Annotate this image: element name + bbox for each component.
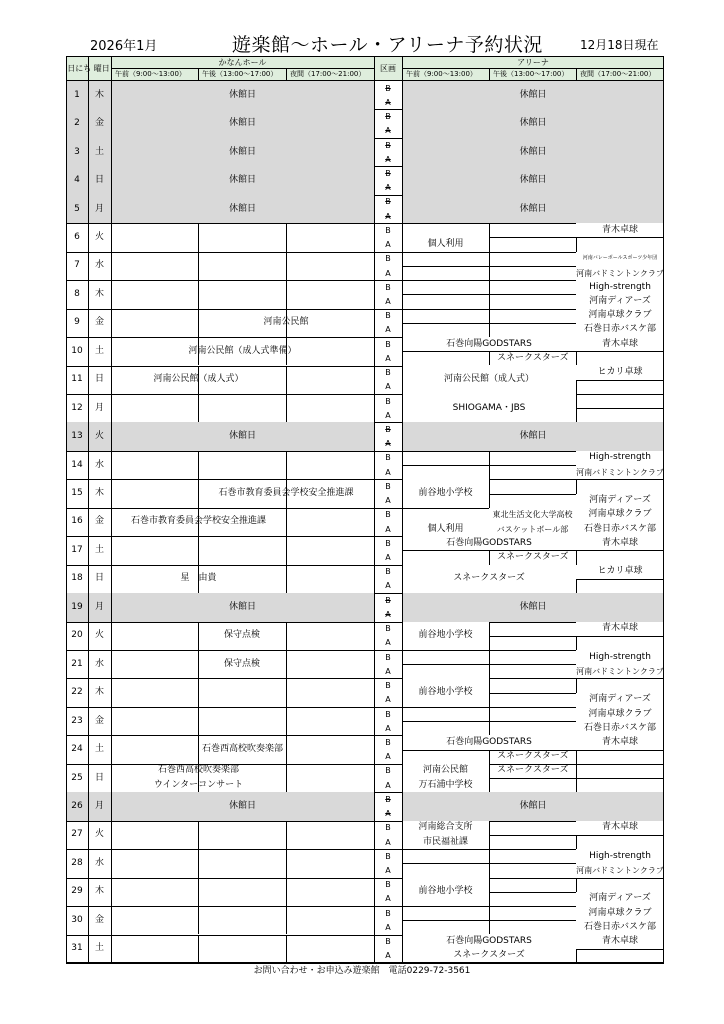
arena-booking: 石巻向陽GODSTARS [402,735,576,749]
grid-line [111,57,112,80]
arena-booking: High-strength [576,650,664,664]
day-number: 4 [66,166,88,194]
weekday-label: 日 [88,166,111,194]
weekday-label: 金 [94,317,104,328]
weekday-label: 月 [88,195,111,223]
header-hall: かなんホール [218,58,267,67]
section-b-label: B [385,624,391,634]
weekday-label: 土 [88,138,111,166]
arena-closed-label: 休館日 [402,81,664,109]
arena-booking: 河南バドミントンクラブ [576,465,664,479]
section-b-label: B [385,880,391,890]
section-b-label: B [385,396,391,406]
section-b-label: B [385,225,391,235]
weekday-label: 日 [94,573,104,584]
grid-line [88,80,89,963]
hall-booking: 石巻西高校吹奏楽部 [157,765,239,776]
arena-booking: 前谷地小学校 [402,678,489,706]
hall-booking: 石巻西高校吹奏楽部 [201,744,283,755]
day-number: 19 [66,593,88,621]
hall-closed-label: 休館日 [111,195,374,223]
day-number: 24 [71,744,83,755]
grid-line [198,280,199,308]
arena-closed-label: 休館日 [402,109,664,137]
day-number: 17 [71,544,83,555]
hall-booking: 河南公民館（成人式準備） [188,345,297,356]
section-b-label: B [385,937,391,947]
section-b-label: B [385,510,391,520]
section-b-label: B [385,425,391,434]
section-a-label: A [385,467,391,477]
grid-line [286,565,287,593]
arena-booking: 河南ディアーズ [576,693,664,707]
header-arena-night: 夜間（17:00～21:00） [580,69,656,78]
arena-booking: 石巻日赤バスケ部 [576,522,664,536]
section-b-label: B [385,282,391,292]
section-b-label: B [385,908,391,918]
grid-line [286,451,287,479]
section-b-label: B [385,339,391,349]
header-day-weekday: 日にち 曜日 [67,64,110,73]
weekday-label: 土 [94,744,104,755]
section-a-label: A [385,296,391,306]
section-a-label: A [385,581,391,591]
weekday-label: 月 [88,792,111,820]
arena-closed-label: 休館日 [402,422,664,450]
weekday-label: 金 [88,109,111,137]
weekday-label: 月 [88,593,111,621]
section-a-label: A [385,183,391,193]
weekday-label: 木 [94,288,104,299]
grid-line [286,707,287,735]
grid-line [66,650,664,651]
header-hall-am: 午前（9:00～13:00） [115,69,186,78]
day-number: 14 [71,459,83,470]
grid-line [198,707,199,735]
arena-booking: スネークスターズ [402,949,576,963]
day-number: 12 [71,402,83,413]
weekday-label: 木 [94,886,104,897]
weekday-label: 日 [94,374,104,385]
weekday-label: 木 [94,488,104,499]
section-b-label: B [385,766,391,776]
grid-line [66,280,664,281]
section-a-label: A [385,268,391,278]
weekday-label: 木 [88,81,111,109]
section-a-label: A [385,97,391,107]
arena-booking: 河南卓球クラブ [576,508,664,522]
grid-line [286,849,287,877]
arena-booking: 河南ディアーズ [576,494,664,508]
section-a-label: A [385,865,391,875]
section-b-label: B [385,83,391,93]
grid-line [88,57,89,80]
arena-booking: 石巻向陽GODSTARS [402,935,576,949]
day-number: 9 [74,317,80,328]
section-b-label: B [385,197,391,207]
grid-line [489,68,490,80]
grid-line [198,678,199,706]
header-arena-am: 午前（9:00～13:00） [406,69,477,78]
grid-line [66,821,664,822]
weekday-label: 金 [94,914,104,925]
arena-booking: 河南総合支所 [402,821,489,835]
arena-booking: 河南ディアーズ [576,892,664,906]
arena-booking: バスケットボール部 [489,522,576,536]
section-a-label: A [385,609,391,619]
section-a-label: A [385,439,391,449]
section-a-label: A [385,666,391,676]
grid-line [66,678,664,679]
arena-booking: High-strength [576,849,664,863]
grid-line [111,80,112,963]
arena-booking: High-strength [576,280,664,294]
section-a-label: A [385,410,391,420]
arena-booking: 河南バドミントンクラブ [576,266,664,280]
weekday-label: 水 [94,459,104,470]
arena-booking: 前谷地小学校 [402,878,489,906]
section-a-label: A [385,325,391,335]
arena-booking: 青木卓球 [576,622,664,636]
day-number: 8 [74,288,80,299]
weekday-label: 金 [94,715,104,726]
day-number: 31 [71,943,83,954]
grid-line [286,678,287,706]
header-section: 区画 [380,64,396,73]
day-number: 13 [66,422,88,450]
grid-line [66,223,664,224]
weekday-label: 土 [94,345,104,356]
section-a-label: A [385,496,391,506]
grid-line [286,394,287,422]
day-number: 3 [66,138,88,166]
hall-closed-label: 休館日 [111,109,374,137]
grid-line [374,57,375,80]
grid-line [402,57,403,80]
section-b-label: B [385,368,391,378]
arena-closed-label: 休館日 [402,792,664,820]
section-a-label: A [385,382,391,392]
day-number: 21 [71,658,83,669]
arena-booking: 市民福祉課 [402,835,489,849]
weekday-label: 土 [94,544,104,555]
day-number: 26 [66,792,88,820]
grid-line [198,878,199,906]
section-a-label: A [385,695,391,705]
weekday-label: 火 [94,231,104,242]
arena-booking: 石巻向陽GODSTARS [402,337,576,351]
arena-booking: 東北生活文化大学高校 [489,508,576,522]
hall-booking: 河南公民館（成人式） [153,374,244,385]
arena-booking: ヒカリ卓球 [576,366,664,380]
section-b-label: B [385,538,391,548]
weekday-label: 水 [94,857,104,868]
section-a-label: A [385,894,391,904]
grid-line [402,80,403,963]
header-arena: アリーナ [517,58,549,67]
arena-booking: 河南卓球クラブ [576,906,664,920]
hall-booking: 河南公民館 [263,317,309,328]
arena-booking: 青木卓球 [576,821,664,835]
section-b-label: B [385,652,391,662]
day-number: 28 [71,857,83,868]
arena-booking: 個人利用 [402,237,489,251]
grid-line [286,366,287,394]
day-number: 20 [71,630,83,641]
section-a-label: A [385,837,391,847]
weekday-label: 木 [94,687,104,698]
day-number: 29 [71,886,83,897]
arena-booking: 前谷地小学校 [402,622,489,650]
grid-line [286,223,287,251]
arena-booking: 石巻日赤バスケ部 [576,323,664,337]
day-number: 27 [71,829,83,840]
arena-booking: 個人利用 [402,522,489,536]
grid-line [198,394,199,422]
weekday-label: 水 [94,658,104,669]
hall-booking: 保守点検 [223,630,260,641]
grid-line [198,935,199,963]
day-number: 2 [66,109,88,137]
grid-line [286,764,287,792]
section-b-label: B [385,567,391,577]
section-b-label: B [385,254,391,264]
arena-booking: 万石浦中学校 [402,778,489,792]
grid-line [286,906,287,934]
section-a-label: A [385,126,391,136]
weekday-label: 火 [94,630,104,641]
section-a-label: A [385,240,391,250]
arena-closed-label: 休館日 [402,138,664,166]
section-b-label: B [385,453,391,463]
grid-line [66,849,664,850]
section-a-label: A [385,353,391,363]
grid-line [111,68,374,69]
grid-line [198,451,199,479]
grid-line [576,68,577,80]
section-a-label: A [385,211,391,221]
hall-booking: 石巻市教育委員会学校安全推進課 [218,488,354,499]
arena-booking: 石巻日赤バスケ部 [576,920,664,934]
section-a-label: A [385,951,391,961]
day-number: 5 [66,195,88,223]
grid-line [66,906,664,907]
as-of-date: 12月18日現在 [580,38,659,52]
header-hall-night: 夜間（17:00～21:00） [290,69,366,78]
section-a-label: A [385,524,391,534]
grid-line [66,252,664,253]
arena-booking: スネークスターズ [497,352,569,363]
grid-line [286,622,287,650]
month-label: 2026年1月 [90,39,158,54]
arena-booking: High-strength [576,451,664,465]
section-a-label: A [385,723,391,733]
weekday-label: 火 [94,829,104,840]
weekday-label: 土 [94,943,104,954]
grid-line [286,280,287,308]
day-number: 6 [74,231,80,242]
weekday-label: 月 [94,402,104,413]
grid-line [198,906,199,934]
hall-booking: ウインターコンサート [153,779,244,790]
day-number: 30 [71,914,83,925]
arena-booking: 河南公民館 [402,764,489,778]
arena-booking: 河南公民館（成人式） [402,366,576,394]
day-number: 10 [71,345,83,356]
grid-line [402,68,664,69]
arena-booking: 河南バレーボールスポーツ少年団 [576,252,664,266]
day-number: 16 [71,516,83,527]
arena-booking: スネークスターズ [402,565,576,593]
grid-line [198,536,199,564]
grid-line [286,935,287,963]
day-number: 22 [71,687,83,698]
grid-line [374,80,375,963]
grid-line [198,252,199,280]
section-a-label: A [385,553,391,563]
day-number: 15 [71,488,83,499]
section-b-label: B [385,112,391,122]
hall-closed-label: 休館日 [111,166,374,194]
arena-booking: 青木卓球 [576,223,664,237]
grid-line [198,223,199,251]
day-number: 18 [71,573,83,584]
section-b-label: B [385,737,391,747]
grid-line [66,707,664,708]
arena-booking: スネークスターズ [497,751,569,762]
hall-closed-label: 休館日 [111,138,374,166]
arena-booking: SHIOGAMA・JBS [402,394,576,422]
grid-line [286,650,287,678]
section-b-label: B [385,168,391,178]
grid-line [66,878,664,879]
weekday-label: 水 [94,260,104,271]
arena-closed-label: 休館日 [402,166,664,194]
arena-closed-label: 休館日 [402,195,664,223]
arena-booking: 青木卓球 [576,337,664,351]
arena-booking: 石巻日赤バスケ部 [576,721,664,735]
arena-booking: スネークスターズ [497,765,569,776]
section-a-label: A [385,752,391,762]
arena-booking: 河南卓球クラブ [576,309,664,323]
hall-closed-label: 休館日 [111,792,374,820]
day-number: 7 [74,260,80,271]
grid-line [198,68,199,80]
grid-line [286,878,287,906]
arena-booking: 河南卓球クラブ [576,707,664,721]
contact-footer: お問い合わせ・お申込み遊楽館 電話0229-72-3561 [253,966,471,976]
grid-line [286,68,287,80]
section-a-label: A [385,780,391,790]
weekday-label: 金 [94,516,104,527]
section-b-label: B [385,481,391,491]
day-number: 23 [71,715,83,726]
header-hall-pm: 午後（13:00～17:00） [202,69,278,78]
arena-booking: 河南ディアーズ [576,294,664,308]
header-arena-pm: 午後（13:00～17:00） [493,69,569,78]
section-b-label: B [385,681,391,691]
arena-closed-label: 休館日 [402,593,664,621]
hall-closed-label: 休館日 [111,422,374,450]
hall-closed-label: 休館日 [111,593,374,621]
hall-booking: 石巻市教育委員会学校安全推進課 [130,516,266,527]
grid-line [198,821,199,849]
section-a-label: A [385,809,391,819]
section-a-label: A [385,638,391,648]
arena-booking: 石巻向陽GODSTARS [402,536,576,550]
arena-booking: 青木卓球 [576,536,664,550]
grid-line [286,252,287,280]
page-title: 遊楽館～ホール・アリーナ予約状況 [232,34,543,56]
section-a-label: A [385,922,391,932]
grid-line [198,849,199,877]
day-number: 11 [71,374,83,385]
grid-line [66,451,664,452]
arena-booking: 青木卓球 [576,735,664,749]
weekday-label: 火 [88,422,111,450]
arena-booking: スネークスターズ [497,552,569,563]
weekday-label: 日 [94,772,104,783]
day-number: 25 [71,772,83,783]
section-b-label: B [385,140,391,150]
grid-line [66,622,664,623]
section-b-label: B [385,794,391,804]
grid-line [286,536,287,564]
section-a-label: A [385,154,391,164]
hall-closed-label: 休館日 [111,81,374,109]
section-b-label: B [385,851,391,861]
grid-line [286,821,287,849]
arena-booking: 河南バドミントンクラブ [576,863,664,877]
section-b-label: B [385,595,391,605]
arena-booking: 青木卓球 [576,935,664,949]
section-b-label: B [385,709,391,719]
section-b-label: B [385,311,391,321]
day-number: 1 [66,81,88,109]
arena-booking: 河南バドミントンクラブ [576,664,664,678]
hall-booking: 保守点検 [223,658,260,669]
hall-booking: 星 由貴 [180,573,217,584]
arena-booking: ヒカリ卓球 [576,565,664,579]
grid-line [286,508,287,536]
arena-booking: 前谷地小学校 [402,479,489,507]
section-b-label: B [385,823,391,833]
